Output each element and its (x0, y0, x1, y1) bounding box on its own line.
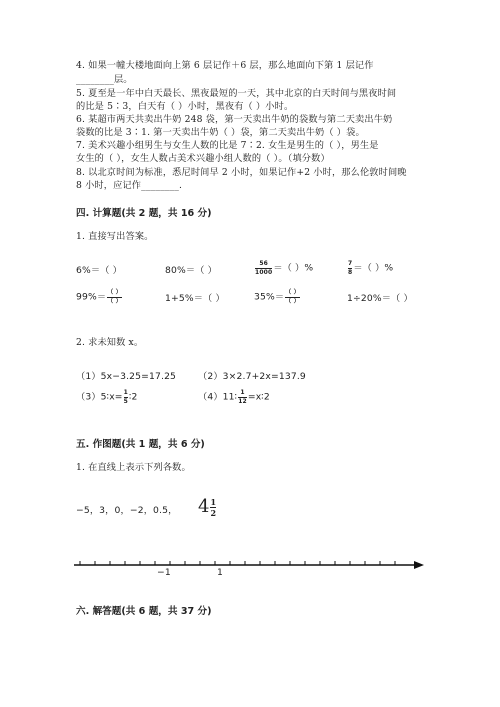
q7-line2: 女生的（ ），女生人数占美术兴趣小组人数的（ ）。（填分数） (76, 153, 330, 164)
section6-heading: 六. 解答题(共 6 题，共 37 分) (76, 606, 212, 617)
calc-80-percent: 80%＝（ ） (165, 265, 217, 276)
numerator: 1 (123, 389, 128, 396)
q5-line2: 的比是 5∶3，白天有（ ）小时，黑夜有（ ）小时。 (76, 101, 294, 112)
q8-line2: 8 小时，应记作________. (76, 180, 183, 191)
numerator-blank: （ ） (285, 289, 300, 296)
numerator: 1 (210, 496, 217, 507)
calc-6-percent: 6%＝（ ） (76, 265, 122, 276)
calc-head: 35%＝ (254, 291, 285, 303)
equation-2: （2）3×2.7+2x=137.9 (198, 371, 306, 382)
tick-label-1: 1 (217, 567, 223, 578)
q5-line1: 5. 夏至是一年中白天最长、黑夜最短的一天，其中北京的白天时间与黑夜时间 (76, 88, 397, 99)
fraction (124, 389, 128, 405)
calc-35-percent (254, 289, 301, 305)
fraction (348, 260, 352, 276)
q4-line1: 4. 如果一幢大楼地面向上第 6 层记作＋6 层，那么地面向下第 1 层记作 (76, 60, 374, 71)
denominator-blank: （ ） (285, 298, 300, 305)
equation-head: （4）11∶ (198, 391, 238, 403)
q4-line2: ________层。 (76, 74, 133, 85)
equation-tail: =x∶2 (247, 391, 270, 403)
section5-heading: 五. 作图题(共 1 题，共 6 分) (76, 439, 205, 450)
numerator: 1 (240, 389, 245, 396)
equation-4 (198, 389, 270, 405)
numbers-to-plot: −5，3，0，−2，0.5， (76, 505, 178, 516)
denominator-blank: （ ） (107, 298, 122, 305)
denominator: 5 (123, 398, 128, 405)
fraction (255, 260, 272, 276)
equation-1: （1）5x−3.25=17.25 (76, 371, 177, 382)
denominator: 8 (348, 269, 353, 276)
fraction-blank (107, 289, 122, 305)
q6-line2: 袋数的比是 3∶1. 第一天卖出牛奶（ ）袋，第二天卖出牛奶（ ）袋。 (76, 127, 365, 138)
calc-tail: ＝（ ）% (273, 262, 314, 274)
calc-fraction-7-8 (347, 260, 393, 276)
fraction (238, 389, 247, 405)
calc-99-percent (76, 289, 123, 305)
numerator: 56 (259, 260, 268, 267)
numerator: 7 (348, 260, 353, 267)
equation-head: （3）5∶x= (76, 391, 123, 403)
section4-heading: 四. 计算题(共 2 题，共 16 分) (76, 208, 212, 219)
fraction-blank (285, 289, 300, 305)
calc-1-div-20-percent: 1÷20%＝（ ） (347, 293, 413, 304)
number-line-arrow (414, 561, 424, 569)
equation-tail: ∶2 (128, 391, 138, 403)
calc-tail: ＝（ ）% (353, 262, 394, 274)
mixed-number-4-1-2 (198, 496, 217, 518)
section5-q1-label: 1. 在直线上表示下列各数。 (76, 462, 191, 473)
denominator: 12 (238, 398, 247, 405)
calc-1-plus-5-percent: 1+5%＝（ ） (165, 293, 225, 304)
number-line (70, 555, 430, 585)
section4-q1-label: 1. 直接写出答案。 (76, 231, 154, 242)
numerator-blank: （ ） (107, 289, 122, 296)
section4-q2-label: 2. 求未知数 x。 (76, 337, 144, 348)
q7-line1: 7. 美术兴趣小组男生与女生人数的比是 7∶2. 女生是男生的（ ），男生是 (76, 140, 379, 151)
fraction (210, 498, 216, 518)
q6-line1: 6. 某超市两天共卖出牛奶 248 袋，第一天卖出牛奶的袋数与第二天卖出牛奶 (76, 114, 393, 125)
mixed-whole: 4 (198, 496, 210, 517)
denominator: 2 (210, 507, 217, 518)
q8-line1: 8. 以北京时间为标准，悉尼时间早 2 小时，如果记作+2 小时，那么伦敦时间晚 (76, 167, 407, 178)
tick-label-neg1: −1 (157, 567, 171, 578)
calc-fraction-56-1000 (254, 260, 313, 276)
calc-head: 99%＝ (76, 291, 107, 303)
denominator: 1000 (255, 269, 273, 276)
equation-3 (76, 389, 138, 405)
